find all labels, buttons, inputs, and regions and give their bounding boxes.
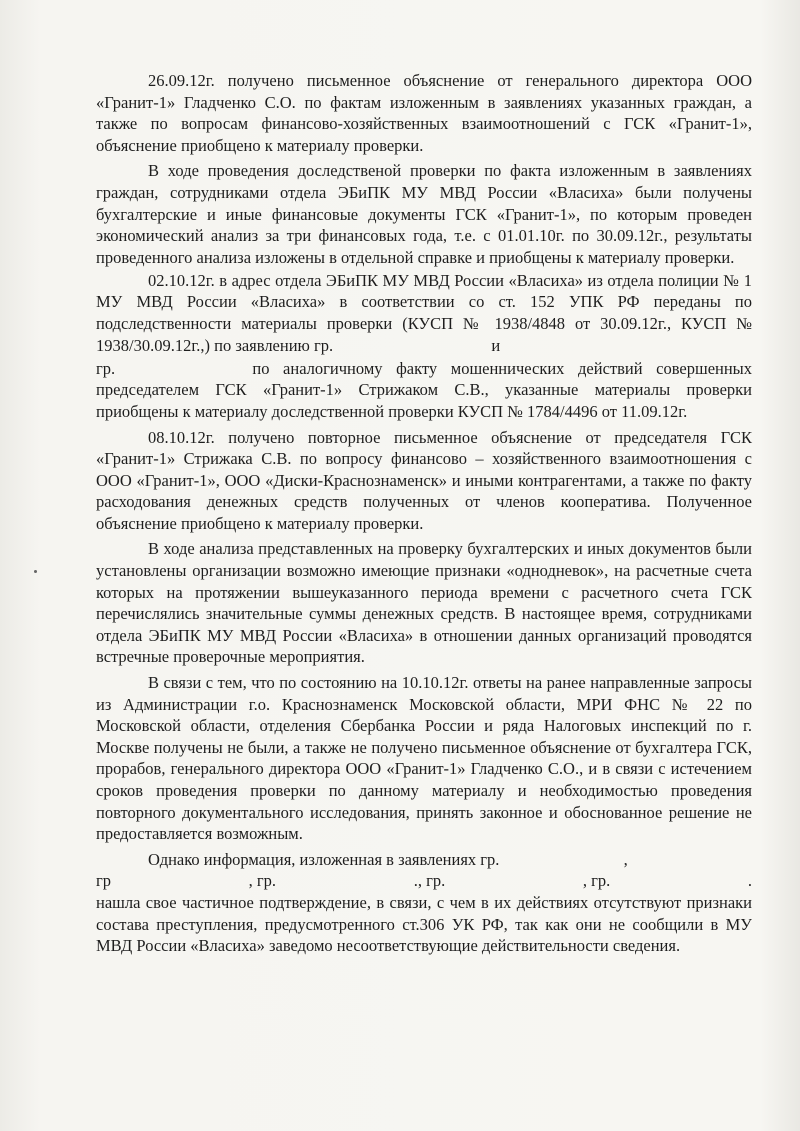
paragraph-2: В ходе проведения доследственой проверки по факта изложенным в заявлениях граждан, сотрудниками отдела ЭБиПК МУ МВД России «Власиха» были получены бухгалтерские и иные финансовые документы ГСК «Гранит-1», по которым проведен экономический анализ за три финансовых года, т.е. с 01.01.10г. по 30.09.12г., результаты проведенного анализа изложены в отдельной справке и приобщены к материалу проверки.	[96, 161, 752, 267]
blank-seg-5: .	[747, 871, 752, 891]
paragraph-3-text: 02.10.12г. в адрес отдела ЭБиПК МУ МВД России «Власиха» из отдела полиции № 1 МУ МВД России «Власиха» в соответствии со ст. 152 УПК РФ переданы по подследственности материалы проверки (КУСП № 1938/4848 от 30.09.12г., КУСП № 1938/30.09.12г.,) по заявлению гр.	[96, 270, 752, 355]
paragraph-5: 08.10.12г. получено повторное письменное объяснение от председателя ГСК «Гранит-1» Стрижака С.В. по вопросу финансово – хозяйственного взаимоотношения с ООО «Гранит-1», ООО «Диски-Краснознаменск» и иными контрагентами, а также по факту расходования денежных средств полученных от членов кооператива. Полученное объяснение приобщено к материалу проверки.	[96, 427, 752, 533]
paragraph-4-lead: гр.	[96, 358, 116, 378]
scan-speck	[34, 570, 37, 573]
redacted-names-line	[96, 870, 752, 892]
blank-seg-3: ., гр.	[413, 871, 446, 891]
blank-seg-4: , гр.	[582, 871, 611, 891]
paragraph-1: 26.09.12г. получено письменное объяснение от генерального директора ООО «Гранит-1» Гладченко С.О. по фактам изложенным в заявлениях указанных граждан, а также по вопросам финансово-хозяйственных взаимоотношений с ГСК «Гранит-1», объяснение приобщено к материалу проверки.	[96, 71, 752, 155]
paragraph-8-tail: ,	[623, 849, 628, 869]
paragraph-7: В связи с тем, что по состоянию на 10.10.12г. ответы на ранее направленные запросы из Администрации г.о. Краснознаменск Московской области, МРИ ФНС № 22 по Московской области, отделения Сбербанка России и ряда Налоговых инспекций по г. Москве получены не были, а также не получено письменное объяснение от бухгалтера ГСК, прорабов, генерального директора ООО «Гранит-1» Гладченко С.О., и в связи с истечением сроков проведения проверки по данному материалу и необходимостью проведения повторного документального исследования, принять законное и обоснованное решение не предоставляется возможным.	[96, 673, 752, 844]
blank-seg-2: , гр.	[248, 871, 277, 891]
paragraph-3-tail: и	[491, 335, 501, 355]
paragraph-4	[96, 358, 752, 423]
paragraph-3	[96, 270, 752, 356]
paragraph-8	[96, 849, 752, 871]
blank-seg-1: гр	[96, 871, 112, 891]
paragraph-6: В ходе анализа представленных на проверку бухгалтерских и иных документов были установлены организации возможно имеющие признаки «однодневок», на расчетные счета которых на протяжении вышеуказанного периода времени с расчетного счета ГСК перечислялись значительные суммы денежных средств. В настоящее время, сотрудниками отдела ЭБиПК МУ МВД России «Власиха» в отношении данных организаций проводятся встречные проверочные мероприятия.	[96, 539, 752, 667]
paragraph-9: нашла свое частичное подтверждение, в связи, с чем в их действиях отсутствуют признаки состава преступления, предусмотренного ст.306 УК РФ, так как они не сообщили в МУ МВД России «Власиха» заведомо несоответствующие действительности сведения.	[96, 892, 752, 956]
paragraph-4-text: по аналогичному факту мошеннических действий совершенных председателем ГСК «Гранит-1» Стрижаком С.В., указанные материалы проверки приобщены к материалу доследственной проверки КУСП № 1784/4496 от 11.09.12г.	[96, 358, 753, 421]
document-body	[96, 70, 752, 958]
paragraph-8-text: Однако информация, изложенная в заявлениях гр.	[148, 849, 500, 869]
